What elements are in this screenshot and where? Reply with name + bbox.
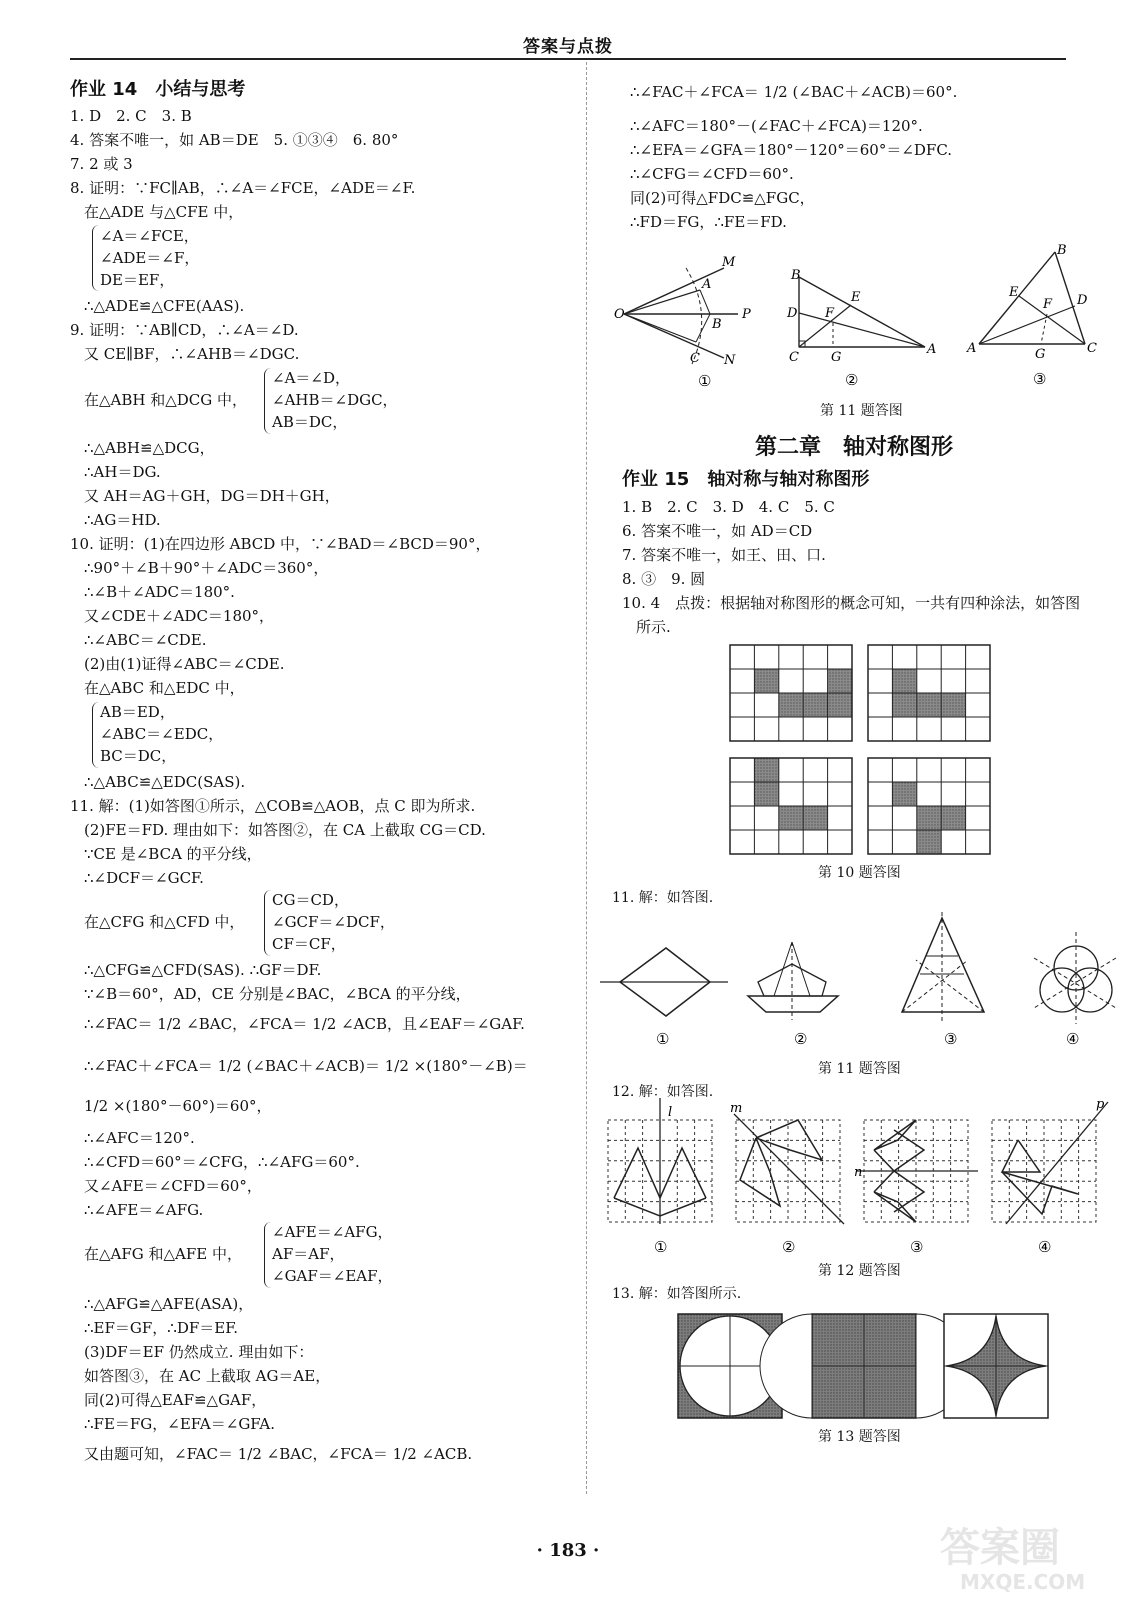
- homework-14-title: 作业 14 小结与思考: [70, 79, 246, 100]
- point-label: A: [702, 277, 712, 292]
- answer-line: 同(2)可得△FDC≌△FGC，: [630, 189, 815, 207]
- answer-line: ∴△ABH≌△DCG，: [84, 439, 215, 457]
- answer-line: ∠GCF＝∠DCF，: [272, 913, 395, 931]
- answer-line: 又 CE∥BF，∴∠AHB＝∠DGC.: [84, 345, 300, 363]
- figure-caption: 第 13 题答图: [818, 1429, 901, 1445]
- answer-line: 7. 答案不唯一，如王、田、口.: [622, 546, 826, 564]
- answer-line: ∴△ADE≌△CFE(AAS).: [84, 297, 245, 315]
- axis-label: l: [668, 1105, 673, 1120]
- answer-line: 10. 4 点拨：根据轴对称图形的概念可知，一共有四种涂法，如答图: [622, 594, 1081, 612]
- figure-number: ②: [794, 1030, 808, 1048]
- answer-line: ∴∠AFE＝∠AFG.: [84, 1201, 204, 1219]
- answer-line: ∠GAF＝∠EAF，: [272, 1267, 393, 1285]
- figure-number: ③: [1033, 370, 1047, 388]
- answer-line: 1/2 ×(180°－60°)＝60°，: [84, 1097, 272, 1115]
- answer-line: ∴∠EFA＝∠GFA＝180°－120°＝60°＝∠DFC.: [630, 141, 953, 159]
- answer-line: CG＝CD，: [272, 891, 349, 909]
- answer-line: AB＝ED，: [100, 703, 175, 721]
- answer-line: 7. 2 或 3: [70, 155, 133, 173]
- figure-13-shapes: [676, 1312, 1086, 1422]
- point-label: D: [787, 306, 798, 321]
- column-divider: [586, 62, 587, 1494]
- question-text: 13. 解：如答图所示.: [612, 1286, 742, 1302]
- answer-line: ∴∠B＋∠ADC＝180°.: [84, 583, 235, 601]
- answer-line: ∴∠ABC＝∠CDE.: [84, 631, 207, 649]
- answer-line: DE＝EF，: [100, 271, 175, 289]
- answer-line: 10. 证明：(1)在四边形 ABCD 中，∵∠BAD＝∠BCD＝90°，: [70, 535, 491, 553]
- answer-line: ∴△AFG≌△AFE(ASA)，: [84, 1295, 254, 1313]
- answer-line: AB＝DC，: [272, 413, 348, 431]
- figure-number: ③: [944, 1030, 958, 1048]
- point-label: F: [1043, 297, 1053, 312]
- question-text: 11. 解：如答图.: [612, 890, 714, 906]
- figure-number: ①: [656, 1030, 670, 1048]
- answer-line: ∴∠FAC＝ 1/2 ∠BAC，∠FCA＝ 1/2 ∠ACB，且∠EAF＝∠GAF.: [84, 1015, 525, 1033]
- answer-line: ∴∠DCF＝∠GCF.: [84, 869, 204, 887]
- answer-line: 在△ADE 与△CFE 中，: [84, 203, 244, 221]
- point-label: D: [1077, 293, 1088, 308]
- svg-text:答案圈: 答案圈: [940, 1525, 1060, 1571]
- chapter-title: 第二章 轴对称图形: [755, 435, 954, 460]
- point-label: B: [712, 317, 722, 332]
- brace: [264, 368, 271, 434]
- answer-line: 1. B 2. C 3. D 4. C 5. C: [622, 498, 835, 516]
- answer-line: 在△ABH 和△DCG 中，: [84, 391, 248, 409]
- axis-label: n: [854, 1165, 863, 1180]
- figure-caption: 第 10 题答图: [818, 865, 901, 881]
- answer-line: 8. 证明：∵FC∥AB，∴∠A＝∠FCE，∠ADE＝∠F.: [70, 179, 416, 197]
- point-label: A: [967, 341, 977, 356]
- figure-12-grids: [606, 1098, 1116, 1256]
- answer-line: 11. 解：(1)如答图①所示，△COB≌△AOB，点 C 即为所求.: [70, 797, 476, 815]
- axis-label: p: [1096, 1098, 1105, 1112]
- brace: [92, 225, 99, 291]
- answer-line: ∴∠CFG＝∠CFD＝60°.: [630, 165, 794, 183]
- answer-line: ∴90°＋∠B＋90°＋∠ADC＝360°，: [84, 559, 329, 577]
- point-label: B: [791, 268, 801, 283]
- answer-line: 又由题可知，∠FAC＝ 1/2 ∠BAC，∠FCA＝ 1/2 ∠ACB.: [84, 1445, 473, 1463]
- answer-line: ∵CE 是∠BCA 的平分线，: [84, 845, 262, 863]
- figure-caption: 第 11 题答图: [818, 1061, 901, 1077]
- answer-line: ∴FD＝FG，∴FE＝FD.: [630, 213, 787, 231]
- figure-11-3: [965, 240, 1105, 390]
- answer-line: 在△ABC 和△EDC 中，: [84, 679, 245, 697]
- answer-line: AF＝AF，: [272, 1245, 345, 1263]
- answer-line: 如答图③，在 AC 上截取 AG＝AE，: [84, 1367, 331, 1385]
- point-label: C: [789, 350, 799, 365]
- answer-line: 9. 证明：∵AB∥CD，∴∠A＝∠D.: [70, 321, 299, 339]
- answer-line: 4. 答案不唯一，如 AB＝DE 5. ①③④ 6. 80°: [70, 131, 399, 149]
- answer-line: ∴∠AFC＝120°.: [84, 1129, 195, 1147]
- point-label: O: [614, 307, 625, 322]
- question-text: 12. 解：如答图.: [612, 1084, 714, 1100]
- answer-line: ∠ABC＝∠EDC，: [100, 725, 224, 743]
- page-header: [70, 28, 1066, 60]
- page-number: · 183 ·: [536, 1540, 600, 1561]
- answer-line: (3)DF＝EF 仍然成立. 理由如下：: [84, 1343, 314, 1361]
- figure-number: ④: [1038, 1238, 1052, 1256]
- answer-line: ∴∠FAC＋∠FCA＝ 1/2 (∠BAC＋∠ACB)＝60°.: [630, 83, 958, 101]
- point-label: G: [1035, 347, 1046, 362]
- brace: [264, 1222, 271, 1288]
- brace: [92, 702, 99, 768]
- answer-line: ∴AG＝HD.: [84, 511, 161, 529]
- point-label: M: [722, 255, 736, 270]
- answer-line: 8. ③ 9. 圆: [622, 570, 706, 588]
- answer-line: ∴∠CFD＝60°＝∠CFG，∴∠AFG＝60°.: [84, 1153, 360, 1171]
- answer-line: ∴△ABC≌△EDC(SAS).: [84, 773, 246, 791]
- answer-line: ∵∠B＝60°，AD，CE 分别是∠BAC，∠BCA 的平分线，: [84, 985, 471, 1003]
- point-label: E: [1009, 285, 1019, 300]
- figure-number: ②: [782, 1238, 796, 1256]
- header-title: 答案与点拨: [523, 37, 613, 57]
- answer-line: 所示.: [636, 618, 671, 636]
- figure-number: ③: [910, 1238, 924, 1256]
- answer-line: 在△AFG 和△AFE 中，: [84, 1245, 243, 1263]
- figure-caption: 第 11 题答图: [820, 403, 903, 419]
- answer-line: 又∠CDE＋∠ADC＝180°，: [84, 607, 275, 625]
- axis-label: m: [730, 1101, 743, 1116]
- figure-number: ①: [698, 372, 712, 390]
- point-label: C: [1087, 341, 1097, 356]
- figure-number: ②: [845, 371, 859, 389]
- answer-line: ∠A＝∠FCE，: [100, 227, 199, 245]
- answer-line: ∴AH＝DG.: [84, 463, 161, 481]
- homework-15-title: 作业 15 轴对称与轴对称图形: [622, 469, 870, 490]
- answer-line: ∴FE＝FG，∠EFA＝∠GFA.: [84, 1415, 276, 1433]
- answer-line: ∴EF＝GF，∴DF＝EF.: [84, 1319, 239, 1337]
- answer-line: ∠A＝∠D，: [272, 369, 350, 387]
- point-label: B: [1057, 243, 1067, 258]
- point-label: A: [927, 342, 937, 357]
- answer-line: BC＝DC，: [100, 747, 177, 765]
- figure-11-1: [612, 240, 762, 390]
- answer-line: 又 AH＝AG＋GH，DG＝DH＋GH，: [84, 487, 340, 505]
- figure-11-2: [785, 265, 945, 390]
- point-label: C: [690, 351, 700, 366]
- point-label: F: [825, 306, 835, 321]
- answer-line: ∴∠FAC＋∠FCA＝ 1/2 (∠BAC＋∠ACB)＝ 1/2 ×(180°－∠B)＝: [84, 1057, 528, 1075]
- figure-11-symmetry: [598, 912, 1118, 1054]
- answer-line: 1. D 2. C 3. B: [70, 107, 192, 125]
- point-label: E: [851, 290, 861, 305]
- figure-10-grids: [728, 643, 998, 858]
- figure-caption: 第 12 题答图: [818, 1263, 901, 1279]
- point-label: P: [742, 307, 751, 322]
- answer-line: ∴△CFG≌△CFD(SAS). ∴GF＝DF.: [84, 961, 322, 979]
- answer-line: 6. 答案不唯一，如 AD＝CD: [622, 522, 813, 540]
- figure-number: ①: [654, 1238, 668, 1256]
- answer-line: 同(2)可得△EAF≌△GAF，: [84, 1391, 267, 1409]
- answer-line: (2)由(1)证得∠ABC＝∠CDE.: [84, 655, 285, 673]
- answer-line: 在△CFG 和△CFD 中，: [84, 913, 245, 931]
- figure-number: ④: [1066, 1030, 1080, 1048]
- point-label: G: [831, 350, 842, 365]
- answer-line: ∠ADE＝∠F，: [100, 249, 200, 267]
- answer-line: 又∠AFE＝∠CFD＝60°，: [84, 1177, 262, 1195]
- answer-line: ∠AFE＝∠AFG，: [272, 1223, 393, 1241]
- point-label: N: [724, 353, 736, 368]
- answer-line: ∠AHB＝∠DGC，: [272, 391, 398, 409]
- answer-line: ∴∠AFC＝180°－(∠FAC＋∠FCA)＝120°.: [630, 117, 923, 135]
- svg-text:MXQE.COM: MXQE.COM: [960, 1570, 1086, 1594]
- answer-line: (2)FE＝FD. 理由如下：如答图②，在 CA 上截取 CG＝CD.: [84, 821, 486, 839]
- brace: [264, 890, 271, 956]
- answer-line: CF＝CF，: [272, 935, 346, 953]
- watermark-logo: [930, 1515, 1120, 1595]
